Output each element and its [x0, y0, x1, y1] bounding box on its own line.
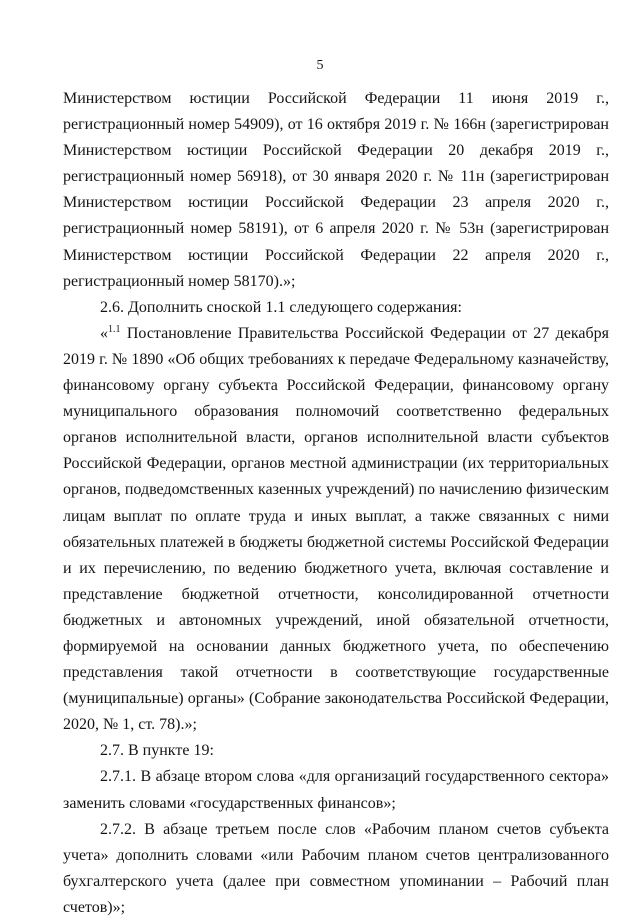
footnote-marker: 1.1	[108, 323, 121, 335]
footnote-open-quote: «	[100, 324, 108, 342]
footnote-text: Постановление Правительства Российской Федерации от 27 декабря 2019 г. № 1890 «Об общих требованиях к передаче Федеральному казначейству, финансовому органу субъекта Российской Федерации, финансовому органу муниципального образования полномочий соответственно федеральных органов исполнительной власти, органов исполнительной власти субъектов Российской Федерации, органов местной администрации (их территориальных органов, подведомственных казенных учреждений) по начислению физическим лицам выплат по оплате труда и иных выплат, а также связанных с ними обязательных платежей в бюджеты бюджетной системы Российской Федерации и их перечислению, по ведению бюджетного учета, включая составление и представление бюджетной отчетности, консолидированной отчетности бюджетных и автономных учреждений, иной обязательной отчетности, формируемой на основании данных бюджетного учета, по обеспечению представления такой отчетности в соответствующие государственные (муниципальные) органы» (Собрание законодательства Российской Федерации, 2020, № 1, ст. 78).»;	[63, 324, 609, 734]
page-number: 5	[316, 58, 324, 73]
paragraph-2-6: 2.6. Дополнить сноской 1.1 следующего содержания:	[100, 298, 462, 316]
paragraph-2-7-2: 2.7.2. В абзаце третьем после слов «Рабочим планом счетов субъекта учета» дополнить словами «или Рабочим планом счетов централизованного бухгалтерского учета (далее при совместном упоминании – Рабочий план счетов)»;	[63, 820, 609, 916]
paragraph-registration-continuation: Министерством юстиции Российской Федерации 11 июня 2019 г., регистрационный номер 54909), от 16 октября 2019 г. № 166н (зарегистрирован Министерством юстиции Российской Федерации 20 декабря 2019 г., регистрационный номер 56918), от 30 января 2020 г. № 11н (зарегистрирован Министерством юстиции Российской Федерации 23 апреля 2020 г., регистрационный номер 58191), от 6 апреля 2020 г. № 53н (зарегистрирован Министерством юстиции Российской Федерации 22 апреля 2020 г., регистрационный номер 58170).»;	[63, 90, 609, 290]
paragraph-footnote-1-1	[63, 321, 609, 739]
paragraph-2-7-1: 2.7.1. В абзаце втором слова «для организаций государственного сектора» заменить словами «государственных финансов»;	[63, 768, 609, 812]
document-body	[63, 86, 609, 921]
paragraph-2-7: 2.7. В пункте 19:	[100, 742, 214, 760]
